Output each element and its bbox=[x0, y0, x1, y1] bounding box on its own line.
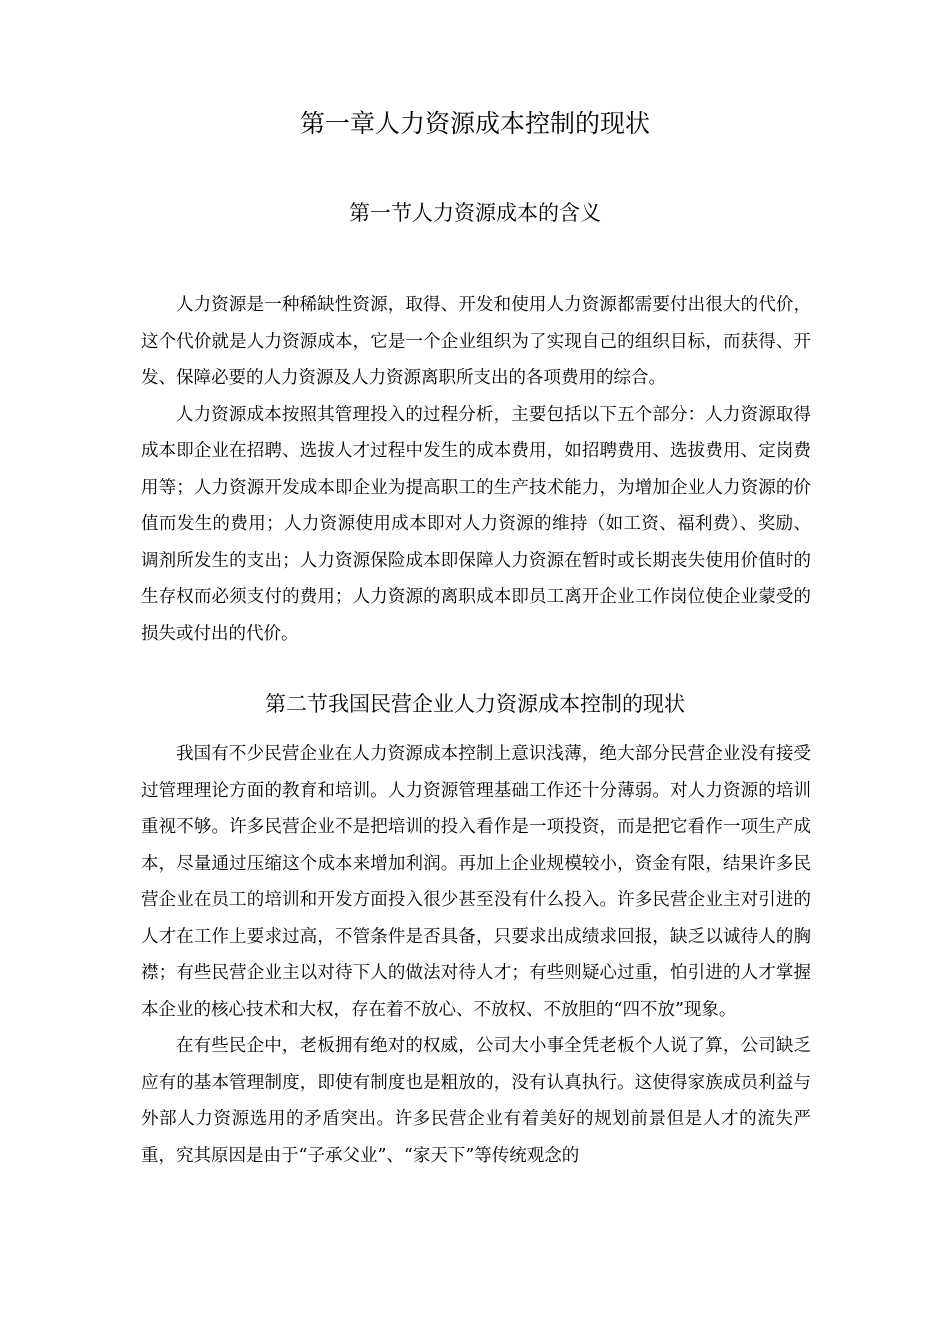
section-title-2: 第二节我国民营企业人力资源成本控制的现状 bbox=[265, 692, 685, 716]
paragraph: 人力资源成本按照其管理投入的过程分析，主要包括以下五个部分：人力资源取得成本即企业在招聘、选拔人才过程中发生的成本费用，如招聘费用、选拔费用、定岗费用等；人力资源开发成本即企业为提高职工的生产技术能力，为增加企业人力资源的价值而发生的费用；人力资源使用成本即对人力资源的维持（如工资、福利费）、奖励、调剂所发生的支出；人力资源保险成本即保障人力资源在暂时或长期丧失使用价值时的生存权而必须支付的费用；人力资源的离职成本即员工离开企业工作岗位使企业蒙受的损失或付出的代价。 bbox=[141, 404, 811, 644]
section-title-1: 第一节人力资源成本的含义 bbox=[349, 201, 601, 225]
section-1-body bbox=[141, 287, 811, 652]
chapter-title: 第一章人力资源成本控制的现状 bbox=[299, 109, 650, 138]
paragraph: 我国有不少民营企业在人力资源成本控制上意识浅薄，绝大部分民营企业没有接受过管理理论方面的教育和培训。人力资源管理基础工作还十分薄弱。对人力资源的培训重视不够。许多民营企业不是把培训的投入看作是一项投资，而是把它看作一项生产成本，尽量通过压缩这个成本来增加利润。再加上企业规模较小，资金有限，结果许多民营企业在员工的培训和开发方面投入很少甚至没有什么投入。许多民营企业主对引进的人才在工作上要求过高，不管条件是否具备，只要求出成绩求回报，缺乏以诚待人的胸襟；有些民营企业主以对待下人的做法对待人才；有些则疑心过重，怕引进的人才掌握本企业的核心技术和大权，存在着不放心、不放权、不放胆的“四不放”现象。 bbox=[141, 744, 811, 1020]
paragraph: 人力资源是一种稀缺性资源，取得、开发和使用人力资源都需要付出很大的代价，这个代价就是人力资源成本，它是一个企业组织为了实现自己的组织目标，而获得、开发、保障必要的人力资源及人力资源离职所支出的各项费用的综合。 bbox=[141, 295, 811, 388]
paragraph: 在有些民企中，老板拥有绝对的权威，公司大小事全凭老板个人说了算，公司缺乏应有的基本管理制度，即使有制度也是粗放的，没有认真执行。这使得家族成员利益与外部人力资源选用的矛盾突出。许多民营企业有着美好的规划前景但是人才的流失严重，究其原因是由于“子承父业”、“家天下”等传统观念的 bbox=[141, 1036, 811, 1166]
section-2-body bbox=[141, 736, 811, 1174]
